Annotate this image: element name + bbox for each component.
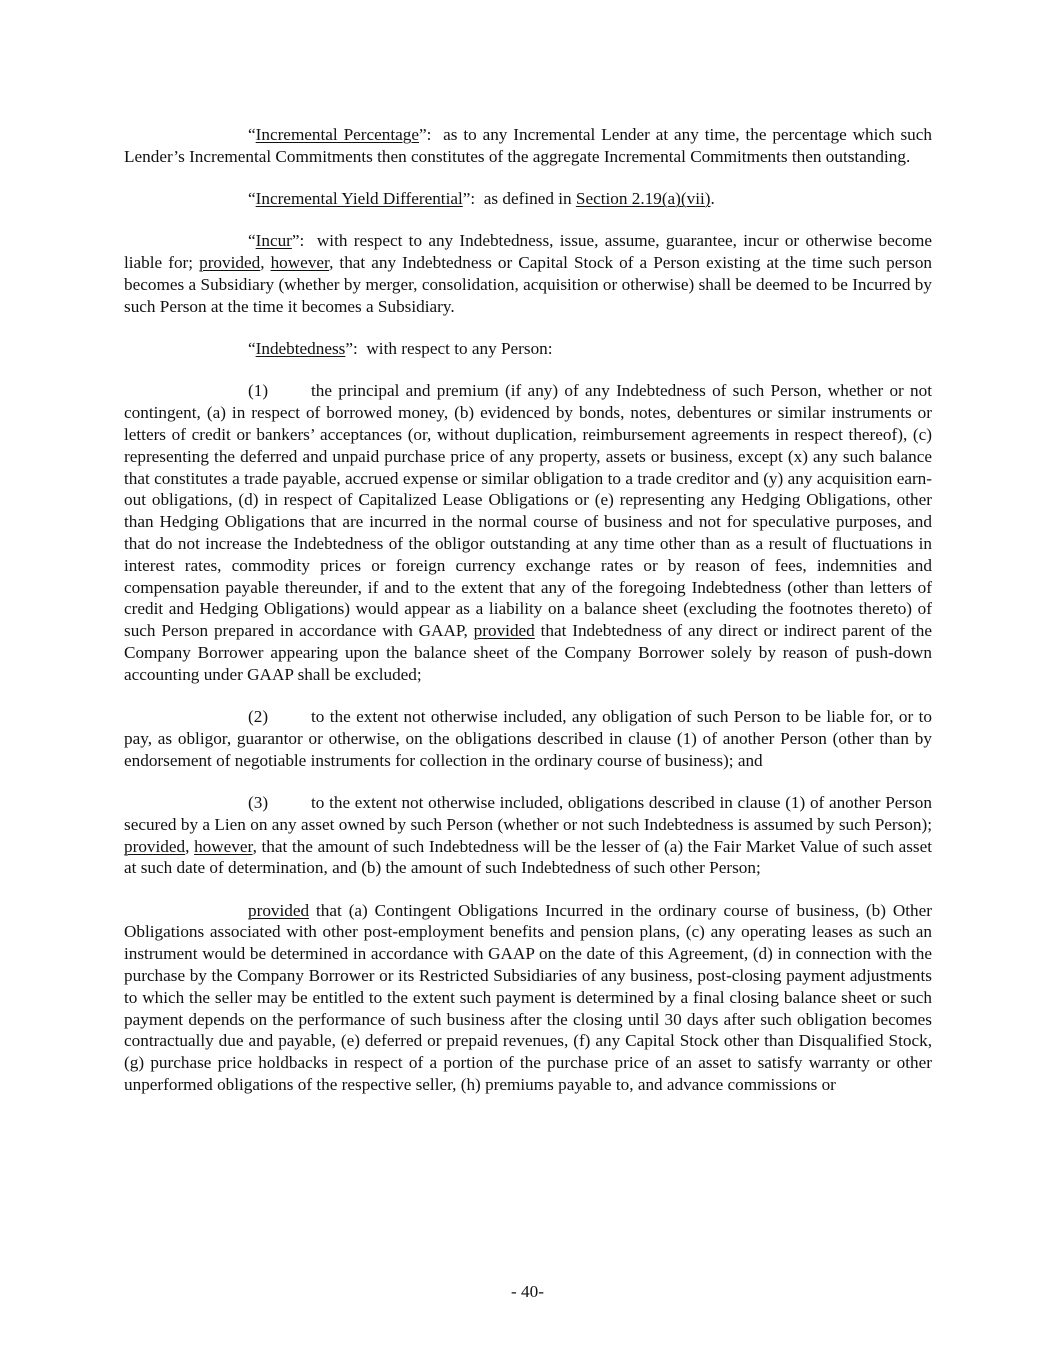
provided-term: provided bbox=[124, 836, 186, 856]
however-term: however bbox=[270, 253, 330, 273]
provided-term: provided bbox=[473, 621, 535, 641]
provided-term: provided bbox=[199, 253, 261, 273]
clause-number: (3) bbox=[248, 792, 269, 812]
definition-incremental-percentage: “Incremental Percentage”: as to any Incremental Lender at any time, the percentage which such Lender’s Incremental Commitments then constitutes of the aggregate Incremental Commitments then outstanding. bbox=[124, 125, 937, 166]
defined-term: Incremental Yield Differential bbox=[255, 189, 463, 209]
clause-number: (1) bbox=[248, 381, 269, 401]
definition-incremental-yield-differential: “Incremental Yield Differential”: as defined in Section 2.19(a)(vii). bbox=[248, 189, 715, 209]
provided-term: provided bbox=[248, 900, 310, 920]
clause-2: (2) to the extent not otherwise included, any obligation of such Person to be liable for, or to pay, as obligor, guarantor or otherwise, on the obligations described in clause (1) of another Person (other than by endorsement of negotiable instruments for collection in the ordinary course of business); and bbox=[124, 707, 932, 770]
defined-term: Incremental Percentage bbox=[255, 125, 419, 144]
clause-3: (3) to the extent not otherwise included, obligations described in clause (1) of another Person secured by a Lien on any asset owned by such Person (whether or not such Indebtedness is assumed by such Person); provided, however, that the amount of such Indebtedness will be the lesser of (a) the Fair Market Value of such asset at such date of determination, and (b) the amount of such Indebtedness of such other Person; bbox=[124, 792, 933, 878]
defined-term: Indebtedness bbox=[255, 339, 346, 359]
section-reference: Section 2.19(a)(vii) bbox=[575, 189, 711, 209]
page-number: - 40- bbox=[511, 1282, 544, 1301]
definition-indebtedness: “Indebtedness”: with respect to any Person: bbox=[248, 339, 553, 359]
document-page bbox=[124, 124, 937, 1116]
definition-incur: “Incur”: with respect to any Indebtedness, issue, assume, guarantee, incur or otherwise become liable for; provided, however, that any Indebtedness or Capital Stock of a Person existing at the time such person becomes a Subsidiary (whether by merger, consolidation, acquisition or otherwise) shall be deemed to be Incurred by such Person at the time it becomes a Subsidiary. bbox=[124, 231, 937, 316]
proviso-paragraph: provided that (a) Contingent Obligations Incurred in the ordinary course of business, (b) Other Obligations associated with other post-employment benefits and pension plans, (c) any operating leases as such an instrument would be determined in accordance with GAAP on the date of this Agreement, (d) in connection with the purchase by the Company Borrower or its Restricted Subsidiaries of any business, post-closing payment adjustments to which the seller may be entitled to the extent such payment is determined by a final closing balance sheet or such payment depends on the performance of such business after the closing until 30 days after such obligation becomes contractually due and payable, (e) deferred or prepaid revenues, (f) any Capital Stock other than Disqualified Stock, (g) purchase price holdbacks in respect of a portion of the purchase price of an asset to satisfy warranty or other unperformed obligations of the respective seller, (h) premiums payable to, and advance commissions or bbox=[124, 900, 932, 1094]
defined-term: Incur bbox=[255, 231, 292, 251]
clause-1: (1) the principal and premium (if any) of any Indebtedness of such Person, whether or not contingent, (a) in respect of borrowed money, (b) evidenced by bonds, notes, debentures or similar instruments or letters of credit or bankers’ acceptances (or, without duplication, reimbursement agreements in respect thereof), (c) representing the deferred and unpaid purchase price of any property, assets or business, except (x) any such balance that constitutes a trade payable, accrued expense or similar obligation to a trade creditor and (y) any acquisition earn-out obligations, (d) in respect of Capitalized Lease Obligations or (e) representing any Hedging Obligations, other than Hedging Obligations that are incurred in the normal course of business and not for speculative purposes, and that do not increase the Indebtedness of the obligor outstanding at any time other than as a result of fluctuations in interest rates, commodity prices or foreign currency exchange rates or by reason of fees, indemnities and compensation payable thereunder, if and to the extent that any of the foregoing Indebtedness (other than letters of credit and Hedging Obligations) would appear as a liability on a balance sheet (excluding the footnotes thereto) of such Person prepared in accordance with GAAP, provided that Indebtedness of any direct or indirect parent of the Company Borrower appearing upon the balance sheet of the Company Borrower solely by reason of push-down accounting under GAAP shall be excluded; bbox=[124, 381, 932, 684]
clause-number: (2) bbox=[248, 707, 269, 727]
however-term: however bbox=[194, 836, 253, 856]
